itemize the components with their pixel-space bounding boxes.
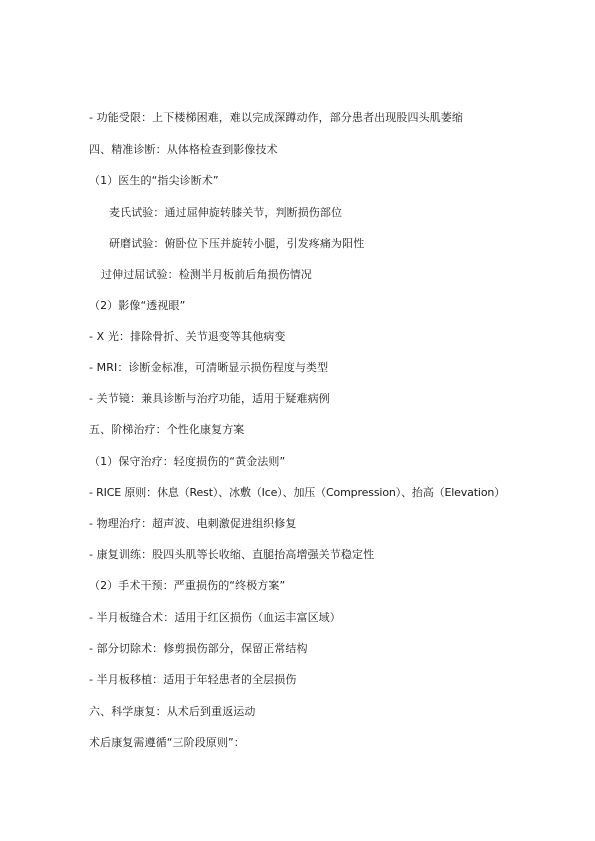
grinding-test: 研磨试验：俯卧位下压并旋转小腿，引发疼痛为阳性	[109, 237, 365, 250]
mri-item: - MRI：诊断金标准，可清晰显示损伤程度与类型	[89, 361, 329, 374]
rehab-training-item: - 康复训练：股四头肌等长收缩、直腿抬高增强关节稳定性	[89, 548, 375, 561]
subsection-conservative: （1）保守治疗：轻度损伤的“黄金法则”	[89, 455, 286, 468]
mcmurray-test: 麦氏试验：通过屈伸旋转膝关节，判断损伤部位	[109, 206, 343, 219]
meniscus-transplant-item: - 半月板移植：适用于年轻患者的全层损伤	[89, 673, 297, 686]
meniscus-repair-item: - 半月板缝合术：适用于红区损伤（血运丰富区域）	[89, 611, 341, 624]
partial-resection-item: - 部分切除术：修剪损伤部分，保留正常结构	[89, 642, 308, 655]
section-5-heading: 五、阶梯治疗：个性化康复方案	[89, 423, 245, 436]
hyperextension-test: 过伸过屈试验：检测半月板前后角损伤情况	[101, 268, 312, 281]
section-4-heading: 四、精准诊断：从体格检查到影像技术	[89, 143, 278, 156]
physiotherapy-item: - 物理治疗：超声波、电刺激促进组织修复	[89, 517, 297, 530]
symptom-function-limit: - 功能受限：上下楼梯困难，难以完成深蹲动作，部分患者出现股四头肌萎缩	[89, 111, 463, 124]
subsection-physical-exam: （1）医生的“指尖诊断术”	[89, 174, 219, 187]
rice-principle: - RICE 原则：休息（Rest）、冰敷（Ice）、加压（Compression）、抬高（Elevation）	[89, 486, 506, 499]
xray-item: - X 光：排除骨折、关节退变等其他病变	[89, 330, 286, 343]
subsection-surgery: （2）手术干预：严重损伤的“终极方案”	[89, 579, 286, 592]
arthroscopy-item: - 关节镜：兼具诊断与治疗功能，适用于疑难病例	[89, 392, 330, 405]
subsection-imaging: （2）影像“透视眼”	[89, 299, 186, 312]
section-6-heading: 六、科学康复：从术后到重返运动	[89, 705, 256, 718]
three-phase-principle: 术后康复需遵循“三阶段原则”：	[89, 736, 245, 749]
